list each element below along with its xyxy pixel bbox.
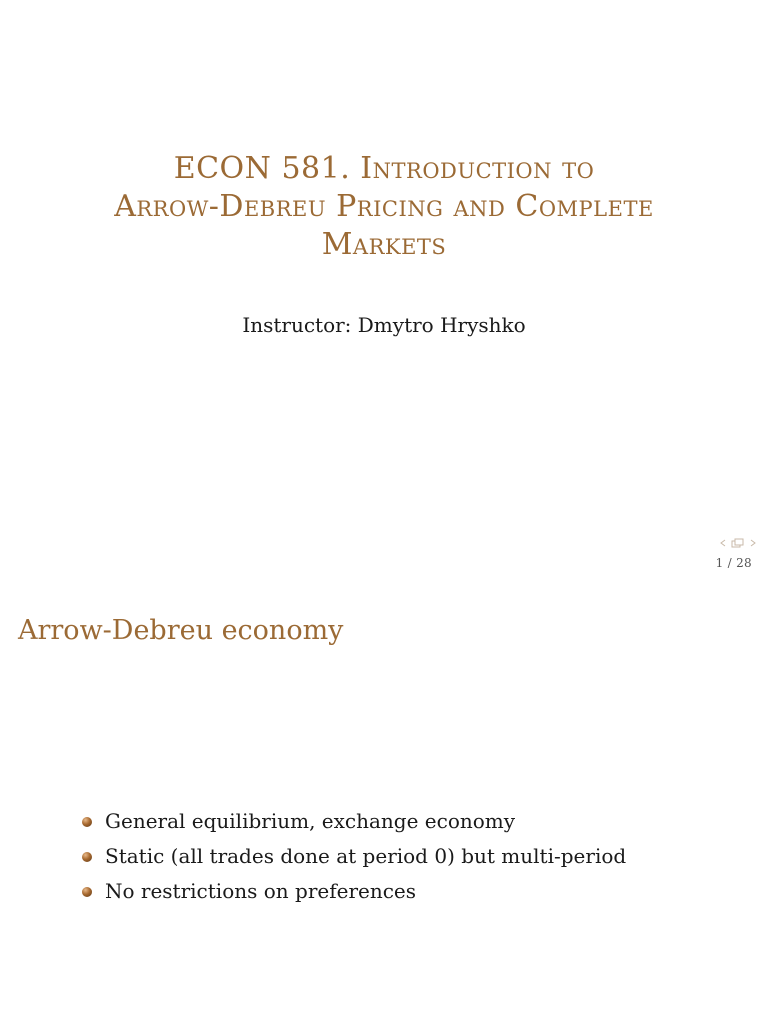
list-item bbox=[82, 804, 626, 839]
frame-title: Arrow-Debreu economy bbox=[18, 615, 344, 646]
bullet-list bbox=[82, 804, 626, 909]
bullet-text: General equilibrium, exchange economy bbox=[105, 809, 516, 833]
frame-icon[interactable] bbox=[731, 538, 745, 548]
bullet-ball-icon bbox=[82, 887, 92, 897]
nav-right-arrow-icon[interactable] bbox=[750, 539, 756, 547]
title-line-3: Markets bbox=[321, 227, 447, 262]
bullet-ball-icon bbox=[82, 852, 92, 862]
instructor-line: Instructor: Dmytro Hryshko bbox=[242, 313, 526, 337]
bullet-text: Static (all trades done at period 0) but multi-period bbox=[105, 844, 627, 868]
title-line-2: Arrow-Debreu Pricing and Complete bbox=[114, 189, 654, 224]
presentation-title bbox=[0, 150, 768, 264]
page-number: 1 / 28 bbox=[715, 556, 752, 570]
title-line-1: ECON 581. Introduction to bbox=[173, 151, 595, 186]
navigation-controls bbox=[720, 538, 756, 548]
bullet-ball-icon bbox=[82, 817, 92, 827]
nav-left-arrow-icon[interactable] bbox=[720, 539, 726, 547]
list-item bbox=[82, 874, 626, 909]
list-item bbox=[82, 839, 626, 874]
bullet-text: No restrictions on preferences bbox=[105, 879, 417, 903]
content-slide bbox=[0, 576, 768, 1024]
